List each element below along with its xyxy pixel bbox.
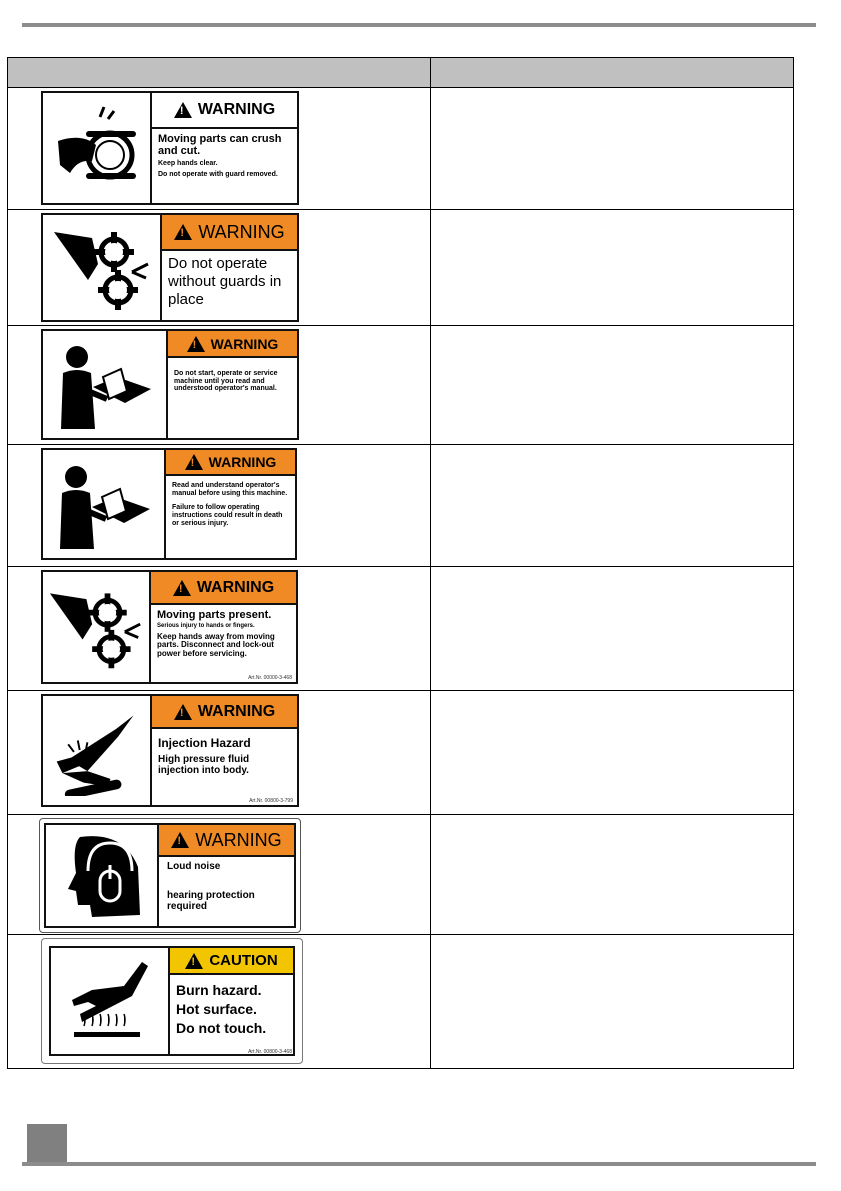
warning-label [41,570,298,684]
signal-word: ! WARNING [162,215,297,251]
caution-label [41,938,303,1064]
sign-text-line: Failure to follow operating instructions could result in death or serious injury. [172,504,283,527]
warning-label [41,448,297,560]
signal-word: ! WARNING [166,450,295,476]
sign-text-line: Do not touch. [176,1019,267,1036]
warning-triangle-icon [185,454,203,470]
sign-text-line: Serious injury to hands or fingers. [157,623,255,630]
description-cell [431,567,794,691]
sign-text-line: hearing protection required [167,890,255,912]
safety-signs-table [7,57,794,1069]
sign-text-line: Do not operate without guards in place [168,255,282,308]
table-header-row [8,58,794,88]
warning-triangle-icon [187,336,205,352]
description-cell [431,815,794,935]
sign-text-line: Moving parts present. [157,609,272,621]
sign-text [166,476,295,531]
caution-triangle-icon [185,953,203,969]
gears-hand-icon [43,215,162,320]
sign-text-line: Do not start, operate or service machine until you read and understood operator's manual. [174,370,278,393]
table-row [8,210,794,326]
table-row [8,815,794,935]
sign-text-line: Hot surface. [176,1000,257,1017]
description-cell [431,935,794,1069]
description-cell [431,210,794,326]
sign-text [168,358,297,397]
warning-triangle-icon [174,704,192,720]
read-manual-icon [43,450,166,558]
warning-label [39,818,301,933]
sign-cell [8,326,431,445]
hot-surface-icon [51,948,170,1054]
gears-hand-icon [43,572,151,682]
warning-label [41,91,299,205]
description-cell [431,445,794,567]
article-number: Art.Nr. 00800-3-799 [249,798,293,804]
sign-text-line: Do not operate with guard removed. [158,170,278,178]
signal-word: ! CAUTION [170,948,293,975]
description-cell [431,326,794,445]
description-cell [431,691,794,815]
article-number: Art.Nr. 00800-3-468 [248,1049,292,1055]
table-row [8,88,794,210]
sign-text [152,129,297,183]
sign-text-line: Moving parts can crush and cut. [158,133,282,158]
sign-text-line: Burn hazard. [176,982,262,998]
warning-triangle-icon [171,832,189,848]
sign-text-line: High pressure fluid injection into body. [158,754,250,777]
sign-cell [8,815,431,935]
sign-cell [8,445,431,567]
sign-text [151,605,296,663]
sign-text [152,729,297,780]
description-cell [431,88,794,210]
sign-cell [8,88,431,210]
signal-word: ! WARNING [152,93,297,129]
sign-cell [8,935,431,1069]
sign-cell [8,210,431,326]
sign-cell [8,691,431,815]
hearing-protection-icon [46,825,159,926]
warning-triangle-icon [173,580,191,596]
warning-triangle-icon [174,102,192,118]
warning-label [41,694,299,807]
sign-text-line: Keep hands away from moving parts. Disconnect and lock-out power before servicing. [157,631,275,659]
bottom-rule [22,1162,816,1166]
table-row [8,445,794,567]
column-header-description [431,58,794,88]
sign-text [170,975,293,1042]
signal-word: ! WARNING [151,572,296,605]
sign-text-line: Injection Hazard [158,736,251,750]
sign-text [162,251,297,313]
warning-label [41,329,299,440]
table-row [8,326,794,445]
table-row [8,567,794,691]
signal-word: ! WARNING [159,825,294,857]
sign-cell [8,567,431,691]
sign-text [159,857,294,916]
article-number: Art.Nr. 00000-3-468 [248,675,292,681]
warning-triangle-icon [174,224,192,240]
warning-label [41,213,299,322]
injection-hazard-icon [43,696,152,805]
sign-text-line: Read and understand operator's manual before using this machine. [172,482,288,497]
table-row [8,935,794,1069]
chain-sprocket-hand-icon [43,93,152,203]
table-row [8,691,794,815]
sign-text-line: Loud noise [167,861,221,872]
page-number-box [27,1124,67,1164]
top-rule [22,23,816,27]
read-manual-icon [43,331,168,438]
sign-text-line: Keep hands clear. [158,160,218,168]
signal-word: ! WARNING [168,331,297,358]
column-header-sign [8,58,431,88]
signal-word: ! WARNING [152,696,297,729]
